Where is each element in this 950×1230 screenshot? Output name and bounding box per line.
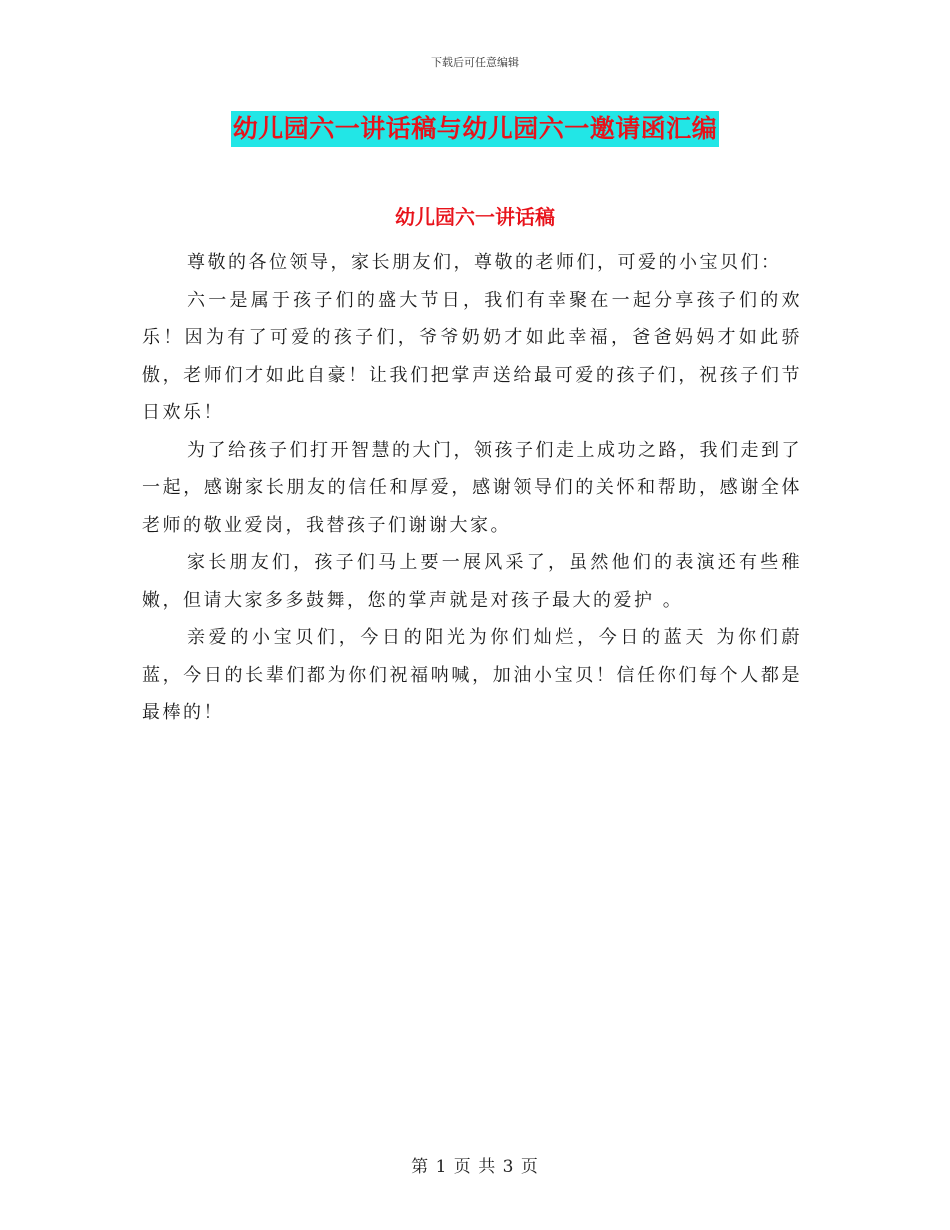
speech-body (142, 244, 802, 732)
main-title-container (0, 111, 950, 147)
page-header-note: 下载后可任意编辑 (431, 56, 519, 69)
paragraph: 亲爱的小宝贝们，今日的阳光为你们灿烂，今日的蓝天 为你们蔚蓝，今日的长辈们都为你们祝福呐喊，加油小宝贝！信任你们每个人都是最棒的！ (142, 627, 802, 723)
page-number-footer: 第 1 页 共 3 页 (411, 1157, 539, 1177)
paragraph: 六一是属于孩子们的盛大节日，我们有幸聚在一起分享孩子们的欢乐！因为有了可爱的孩子们，爷爷奶奶才如此幸福，爸爸妈妈才如此骄傲，老师们才如此自豪！让我们把掌声送给最可爱的孩子们，祝孩子们节日欢乐！ (142, 289, 802, 423)
paragraph: 为了给孩子们打开智慧的大门，领孩子们走上成功之路，我们走到了一起，感谢家长朋友的信任和厚爱，感谢领导们的关怀和帮助，感谢全体老师的敬业爱岗，我替孩子们谢谢大家。 (142, 439, 802, 536)
section-title: 幼儿园六一讲话稿 (395, 205, 555, 229)
document-main-title: 幼儿园六一讲话稿与幼儿园六一邀请函汇编 (231, 111, 720, 147)
paragraph-greeting: 尊敬的各位领导，家长朋友们，尊敬的老师们，可爱的小宝贝们： (187, 252, 782, 273)
paragraph: 家长朋友们，孩子们马上要一展风采了，虽然他们的表演还有些稚嫩，但请大家多多鼓舞，您的掌声就是对孩子最大的爱护 。 (142, 552, 802, 611)
